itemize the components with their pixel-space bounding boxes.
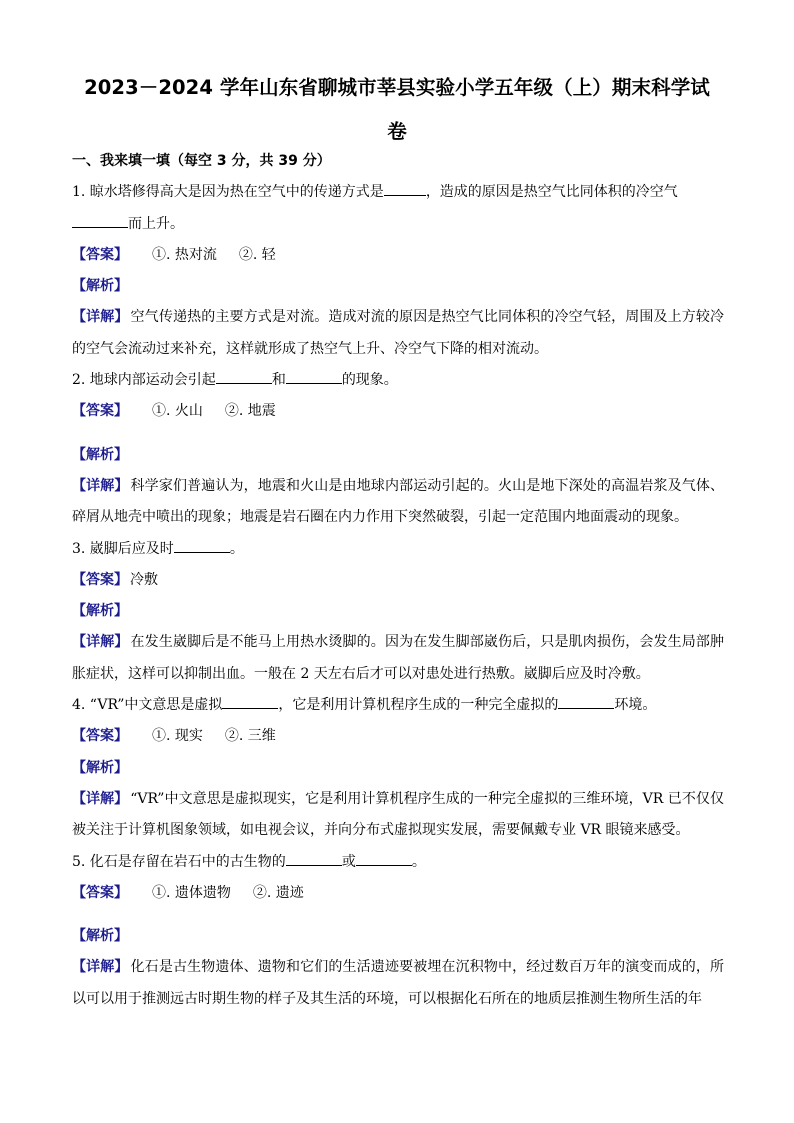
question-stem: 5. 化石是存留在岩石中的古生物的 或 。 — [72, 853, 426, 870]
answer-tag: 【答案】 — [72, 728, 128, 745]
analysis-row — [72, 271, 724, 302]
question-stem: 4. “VR”中文意思是虚拟 ，它是利用计算机程序生成的一种完全虚拟的 环境。 — [72, 697, 657, 714]
answer-row — [72, 878, 724, 909]
question-2 — [72, 365, 724, 533]
detail-tag: 【详解】 — [72, 790, 129, 807]
answer-row — [72, 565, 724, 596]
answer-tag: 【答案】 — [72, 246, 128, 263]
answer-option-2: ②. 遗迹 — [252, 884, 304, 901]
analysis-row — [72, 596, 724, 627]
answer-row — [72, 240, 724, 271]
analysis-tag: 【解析】 — [72, 928, 128, 945]
analysis-tag: 【解析】 — [72, 278, 128, 295]
detail-tag: 【详解】 — [72, 959, 129, 976]
exam-title-line-2: 卷 — [387, 120, 407, 143]
answer-blank — [286, 382, 342, 384]
answer-blank — [384, 194, 426, 196]
answer-tag: 【答案】 — [72, 571, 128, 588]
answer-option-2: ②. 三维 — [224, 728, 276, 745]
exam-title — [40, 66, 754, 154]
detail-paragraph: 【详解】 “VR”中文意思是虚拟现实，它是利用计算机程序生成的一种完全虚拟的三维环境，VR 已不仅仅被关注于计算机图象领域，如电视会议，并向分布式虚拟现实发展，需要佩戴专业 VR 眼镜来感受。 — [72, 790, 724, 839]
detail-tag: 【详解】 — [72, 634, 129, 651]
detail-paragraph: 【详解】 空气传递热的主要方式是对流。造成对流的原因是热空气比同体积的冷空气轻，周围及上方较冷的空气会流动过来补充，这样就形成了热空气上升、冷空气下降的相对流动。 — [72, 309, 725, 357]
analysis-row — [72, 440, 724, 471]
detail-tag: 【详解】 — [72, 477, 129, 494]
question-3 — [72, 534, 724, 690]
answer-blank — [356, 864, 412, 866]
question-stem: 2. 地球内部运动会引起 和 的现象。 — [72, 372, 398, 389]
answer-row — [72, 396, 724, 427]
analysis-tag: 【解析】 — [72, 603, 128, 620]
analysis-tag: 【解析】 — [72, 759, 128, 776]
exam-title-line-1: 2023－2024 学年山东省聊城市莘县实验小学五年级（上）期末科学试 — [84, 76, 710, 99]
answer-blank — [558, 707, 614, 709]
answer-blank — [286, 864, 342, 866]
detail-paragraph: 【详解】 化石是古生物遗体、遗物和它们的生活遗迹要被埋在沉积物中，经过数百万年的演变而成的，所以可以用于推测远古时期生物的样子及其生活的环境，可以根据化石所在的地质层推测生物所生活的年 — [72, 959, 725, 1007]
analysis-row — [72, 921, 724, 952]
answer-blank — [174, 551, 230, 553]
answer-option-1: ①. 热对流 — [152, 246, 217, 263]
answer-option-1: ①. 遗体遗物 — [152, 884, 231, 901]
question-stem: 3. 崴脚后应及时 。 — [72, 540, 244, 557]
detail-paragraph: 【详解】 在发生崴脚后是不能马上用热水烫脚的。因为在发生脚部崴伤后，只是肌肉损伤，会发生局部肿胀症状，这样可以抑制出血。一般在 2 天左右后才可以对患处进行热敷。崴脚后应及时冷敷。 — [72, 634, 725, 682]
question-4 — [72, 690, 724, 846]
question-1 — [72, 177, 724, 365]
question-stem: 1. 晾水塔修得高大是因为热在空气中的传递方式是 ，造成的原因是热空气比同体积的冷空气 — [72, 184, 678, 201]
answer-blank — [216, 382, 272, 384]
section-heading: 一、我来填一填（每空 3 分，共 39 分） — [72, 153, 331, 169]
analysis-row — [72, 753, 724, 784]
answer-blank — [72, 226, 128, 228]
question-stem-cont: 而上升。 — [72, 209, 724, 240]
answer-option-2: ②. 地震 — [224, 403, 276, 420]
answer-tag: 【答案】 — [72, 884, 128, 901]
answer-option-1: ①. 火山 — [152, 403, 203, 420]
answer-row — [72, 721, 724, 752]
answer-value: 冷敷 — [130, 571, 158, 588]
answer-option-1: ①. 现实 — [152, 728, 203, 745]
detail-paragraph: 【详解】 科学家们普遍认为，地震和火山是由地球内部运动引起的。火山是地下深处的高温岩浆及气体、碎屑从地壳中喷出的现象；地震是岩石圈在内力作用下突然破裂，引起一定范围内地面震动的现象。 — [72, 477, 725, 526]
detail-tag: 【详解】 — [72, 309, 129, 326]
analysis-tag: 【解析】 — [72, 446, 128, 463]
question-5 — [72, 847, 724, 1015]
answer-blank — [222, 707, 278, 709]
answer-option-2: ②. 轻 — [238, 246, 276, 263]
exam-content — [72, 146, 724, 1015]
answer-tag: 【答案】 — [72, 403, 128, 420]
